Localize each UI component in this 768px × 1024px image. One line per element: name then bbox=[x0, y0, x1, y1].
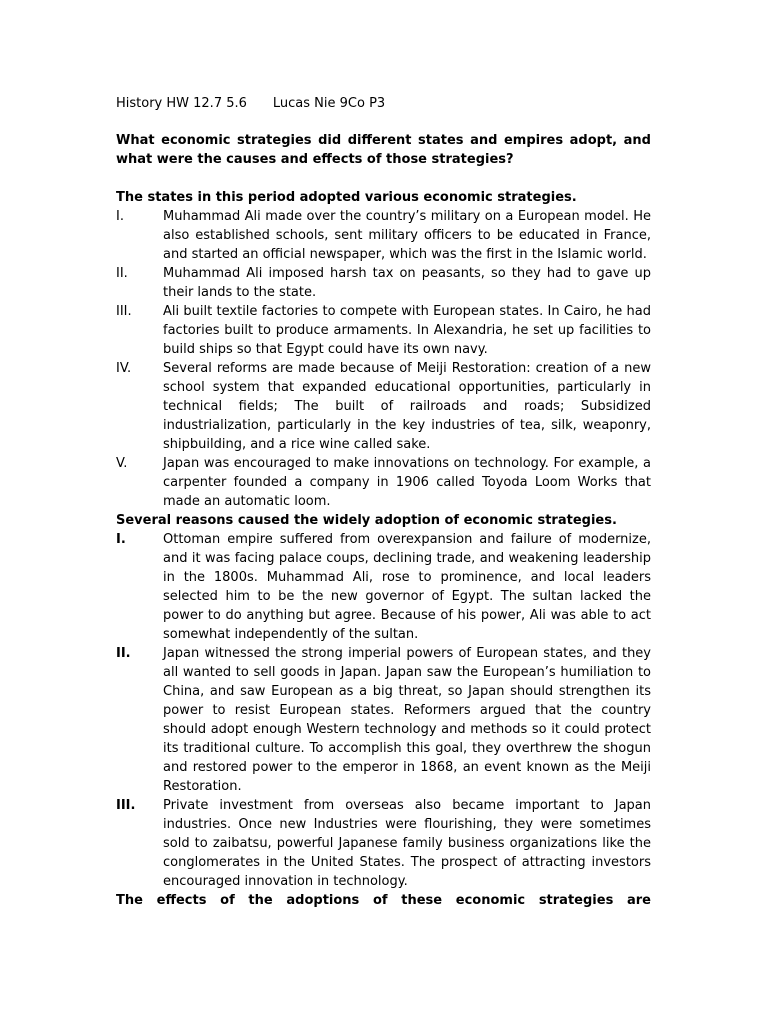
list-item bbox=[116, 644, 651, 796]
list-item bbox=[116, 302, 651, 359]
item-number: V. bbox=[116, 456, 128, 471]
item-number: III. bbox=[116, 798, 136, 813]
section-title-strategies: The states in this period adopted various economic strategies. bbox=[116, 190, 577, 205]
list-item bbox=[116, 207, 651, 264]
item-number: I. bbox=[116, 532, 126, 547]
list-item bbox=[116, 264, 651, 302]
item-number: IV. bbox=[116, 361, 132, 376]
item-text: Muhammad Ali made over the country’s military on a European model. He also established schools, sent military officers to be educated in France, and started an official newspaper, which was the first in the Islamic world. bbox=[163, 209, 651, 262]
section-title-reasons: Several reasons caused the widely adoption of economic strategies. bbox=[116, 513, 617, 528]
item-number: III. bbox=[116, 304, 132, 319]
essay-question: What economic strategies did different states and empires adopt, and what were the causes and effects of those strategies? bbox=[116, 133, 651, 167]
item-text: Japan was encouraged to make innovations on technology. For example, a carpenter founded a company in 1906 called Toyoda Loom Works that made an automatic loom. bbox=[163, 456, 651, 509]
list-item bbox=[116, 454, 651, 511]
strategies-list bbox=[116, 207, 651, 511]
item-text: Ottoman empire suffered from overexpansion and failure of modernize, and it was facing palace coups, declining trade, and weakening leadership in the 1800s. Muhammad Ali, rose to prominence, and local leaders selected him to be the new governor of Egypt. The sultan lacked the power to do anything but agree. Because of his power, Ali was able to act somewhat independently of the sultan. bbox=[163, 532, 651, 642]
document-title: History HW 12.7 5.6 bbox=[116, 96, 247, 111]
item-text: Japan witnessed the strong imperial powers of European states, and they all wanted to sell goods in Japan. Japan saw the European’s humiliation to China, and saw European as a big threat, so Japan should strengthen its power to resist European states. Reformers argued that the country should adopt enough Western technology and methods so it could protect its traditional culture. To accomplish this goal, they overthrew the shogun and restored power to the emperor in 1868, an event known as the Meiji Restoration. bbox=[163, 646, 651, 794]
reasons-list bbox=[116, 530, 651, 891]
item-text: Several reforms are made because of Meiji Restoration: creation of a new school system that expanded educational opportunities, particularly in technical fields; The built of railroads and roads; Subsidized industrialization, particularly in the key industries of tea, silk, weaponry, shipbuilding, and a rice wine called sake. bbox=[163, 361, 651, 452]
list-item bbox=[116, 796, 651, 891]
section-title-effects: The effects of the adoptions of these economic strategies are bbox=[116, 893, 651, 908]
item-text: Muhammad Ali imposed harsh tax on peasants, so they had to gave up their lands to the state. bbox=[163, 266, 651, 300]
document-page bbox=[116, 94, 651, 910]
author-name: Lucas Nie 9Co P3 bbox=[272, 96, 386, 111]
item-number: I. bbox=[116, 209, 124, 224]
item-text: Private investment from overseas also became important to Japan industries. Once new Industries were flourishing, they were sometimes sold to zaibatsu, powerful Japanese family business organizations like the conglomerates in the United States. The prospect of attracting investors encouraged innovation in technology. bbox=[163, 798, 651, 889]
list-item bbox=[116, 359, 651, 454]
item-number: II. bbox=[116, 646, 131, 661]
list-item bbox=[116, 530, 651, 644]
item-number: II. bbox=[116, 266, 128, 281]
item-text: Ali built textile factories to compete with European states. In Cairo, he had factories built to produce armaments. In Alexandria, he set up facilities to build ships so that Egypt could have its own navy. bbox=[163, 304, 651, 357]
document-header bbox=[116, 94, 651, 113]
